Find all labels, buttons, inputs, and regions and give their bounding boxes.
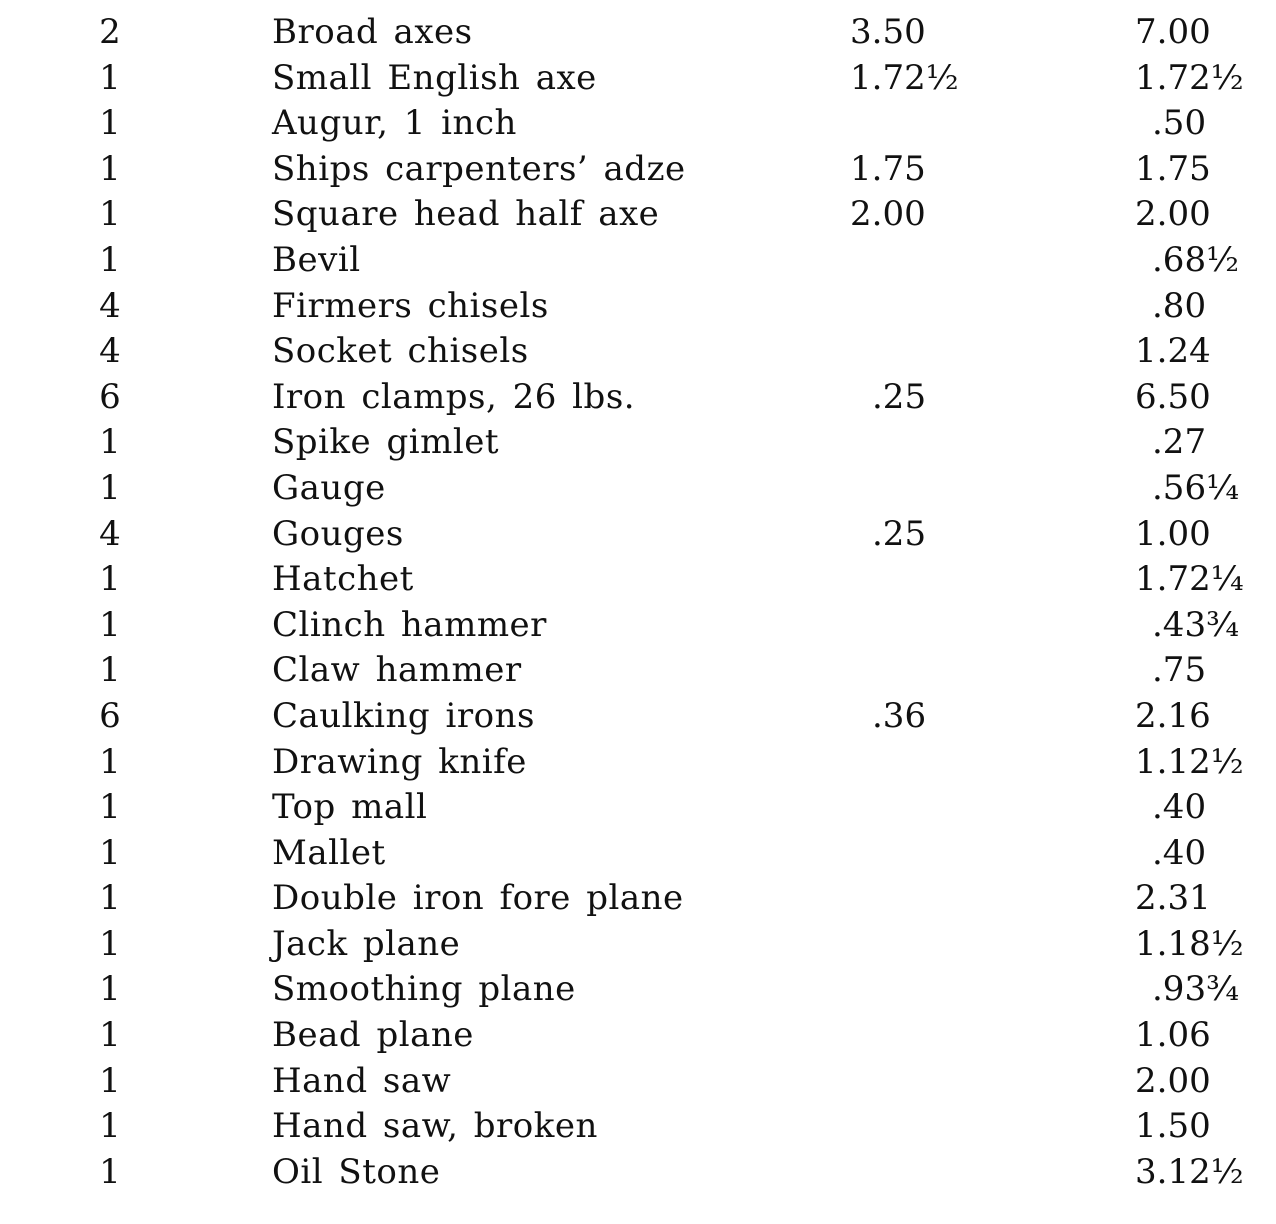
- quantity-cell: 1: [99, 148, 121, 189]
- inventory-row: [0, 831, 1276, 877]
- total-price-cell: 1.72½: [1135, 57, 1244, 98]
- inventory-row: [0, 1150, 1276, 1196]
- total-price-cell: 1.24: [1135, 331, 1211, 372]
- inventory-row: [0, 238, 1276, 284]
- inventory-row: [0, 10, 1276, 56]
- inventory-row: [0, 284, 1276, 330]
- total-price-cell: 1.00: [1135, 513, 1211, 554]
- unit-price-cell: 1.72½: [850, 57, 959, 98]
- inventory-row: [0, 694, 1276, 740]
- item-name-cell: Bead plane: [272, 1015, 474, 1056]
- item-name-cell: Clinch hammer: [272, 604, 547, 645]
- total-price-cell: 7.00: [1135, 12, 1211, 52]
- total-price-cell: 1.06: [1135, 1015, 1211, 1056]
- total-price-cell: 1.72¼: [1135, 559, 1244, 600]
- item-name-cell: Ships carpenters’ adze: [272, 148, 686, 189]
- item-name-cell: Hand saw, broken: [272, 1106, 598, 1147]
- inventory-row: [0, 101, 1276, 147]
- item-name-cell: Smoothing plane: [272, 969, 576, 1010]
- inventory-row: [0, 557, 1276, 603]
- total-price-cell: .75: [1152, 650, 1207, 691]
- total-price-cell: .68½: [1152, 239, 1240, 280]
- quantity-cell: 4: [99, 513, 121, 554]
- unit-price-cell: 1.75: [850, 148, 926, 189]
- inventory-row: [0, 1059, 1276, 1105]
- quantity-cell: 1: [99, 1015, 121, 1056]
- quantity-cell: 1: [99, 1106, 121, 1147]
- inventory-row: [0, 648, 1276, 694]
- quantity-cell: 1: [99, 1060, 121, 1101]
- quantity-cell: 2: [99, 12, 121, 52]
- inventory-row: [0, 876, 1276, 922]
- unit-price-cell: .36: [872, 695, 927, 736]
- inventory-row: [0, 603, 1276, 649]
- quantity-cell: 1: [99, 559, 121, 600]
- total-price-cell: .56¼: [1152, 467, 1240, 508]
- total-price-cell: .40: [1152, 787, 1207, 828]
- inventory-row: [0, 512, 1276, 558]
- item-name-cell: Double iron fore plane: [272, 878, 684, 919]
- quantity-cell: 1: [99, 969, 121, 1010]
- quantity-cell: 1: [99, 878, 121, 919]
- total-price-cell: .43¾: [1152, 604, 1240, 645]
- inventory-row: [0, 740, 1276, 786]
- quantity-cell: 1: [99, 194, 121, 235]
- total-price-cell: 3.12½: [1135, 1151, 1244, 1192]
- item-name-cell: Top mall: [272, 787, 428, 828]
- quantity-cell: 1: [99, 832, 121, 873]
- total-price-cell: .40: [1152, 832, 1207, 873]
- inventory-row: [0, 967, 1276, 1013]
- inventory-row: [0, 420, 1276, 466]
- quantity-cell: 1: [99, 650, 121, 691]
- inventory-row: [0, 466, 1276, 512]
- total-price-cell: 1.12½: [1135, 741, 1244, 782]
- tool-inventory-list: [0, 10, 1276, 1195]
- item-name-cell: Square head half axe: [272, 194, 660, 235]
- item-name-cell: Jack plane: [272, 923, 461, 964]
- quantity-cell: 4: [99, 285, 121, 326]
- quantity-cell: 6: [99, 695, 121, 736]
- inventory-row: [0, 375, 1276, 421]
- item-name-cell: Iron clamps, 26 lbs.: [272, 376, 636, 417]
- quantity-cell: 4: [99, 331, 121, 372]
- total-price-cell: 2.31: [1135, 878, 1211, 919]
- total-price-cell: .50: [1152, 103, 1207, 144]
- item-name-cell: Caulking irons: [272, 695, 535, 736]
- total-price-cell: 2.16: [1135, 695, 1211, 736]
- item-name-cell: Drawing knife: [272, 741, 527, 782]
- total-price-cell: 6.50: [1135, 376, 1211, 417]
- unit-price-cell: .25: [872, 513, 927, 554]
- total-price-cell: 2.00: [1135, 194, 1211, 235]
- quantity-cell: 1: [99, 741, 121, 782]
- quantity-cell: 1: [99, 787, 121, 828]
- unit-price-cell: 3.50: [850, 12, 926, 52]
- inventory-row: [0, 147, 1276, 193]
- total-price-cell: .27: [1152, 422, 1207, 463]
- item-name-cell: Broad axes: [272, 12, 473, 52]
- item-name-cell: Gauge: [272, 467, 386, 508]
- total-price-cell: 1.18½: [1135, 923, 1244, 964]
- unit-price-cell: 2.00: [850, 194, 926, 235]
- item-name-cell: Firmers chisels: [272, 285, 549, 326]
- item-name-cell: Socket chisels: [272, 331, 529, 372]
- total-price-cell: 1.75: [1135, 148, 1211, 189]
- inventory-row: [0, 785, 1276, 831]
- quantity-cell: 1: [99, 467, 121, 508]
- inventory-row: [0, 1013, 1276, 1059]
- quantity-cell: 1: [99, 1151, 121, 1192]
- total-price-cell: 2.00: [1135, 1060, 1211, 1101]
- inventory-row: [0, 329, 1276, 375]
- item-name-cell: Claw hammer: [272, 650, 522, 691]
- item-name-cell: Oil Stone: [272, 1151, 441, 1192]
- item-name-cell: Bevil: [272, 239, 361, 280]
- item-name-cell: Augur, 1 inch: [272, 103, 517, 144]
- inventory-row: [0, 1104, 1276, 1150]
- total-price-cell: 1.50: [1135, 1106, 1211, 1147]
- total-price-cell: .80: [1152, 285, 1207, 326]
- item-name-cell: Small English axe: [272, 57, 597, 98]
- inventory-row: [0, 922, 1276, 968]
- inventory-row: [0, 56, 1276, 102]
- item-name-cell: Hand saw: [272, 1060, 452, 1101]
- item-name-cell: Hatchet: [272, 559, 414, 600]
- total-price-cell: .93¾: [1152, 969, 1240, 1010]
- quantity-cell: 6: [99, 376, 121, 417]
- quantity-cell: 1: [99, 57, 121, 98]
- item-name-cell: Spike gimlet: [272, 422, 499, 463]
- quantity-cell: 1: [99, 422, 121, 463]
- item-name-cell: Mallet: [272, 832, 386, 873]
- quantity-cell: 1: [99, 103, 121, 144]
- item-name-cell: Gouges: [272, 513, 404, 554]
- quantity-cell: 1: [99, 604, 121, 645]
- unit-price-cell: .25: [872, 376, 927, 417]
- quantity-cell: 1: [99, 923, 121, 964]
- quantity-cell: 1: [99, 239, 121, 280]
- inventory-row: [0, 192, 1276, 238]
